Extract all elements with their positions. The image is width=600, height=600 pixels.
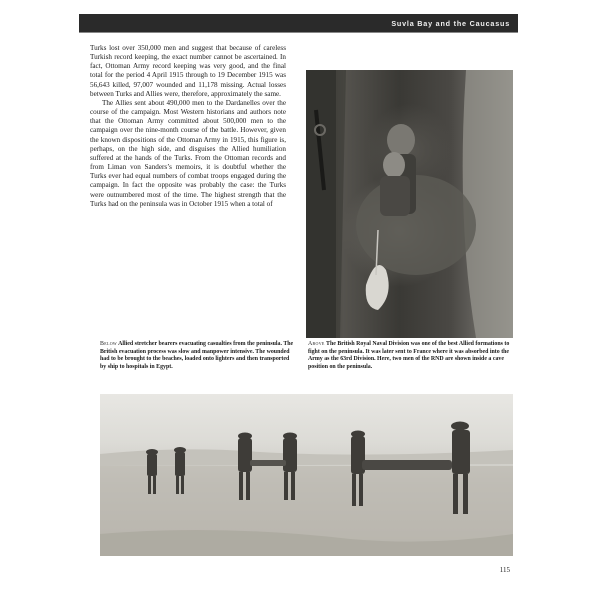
caption-lead: Below bbox=[100, 341, 117, 347]
cave-photo bbox=[306, 70, 513, 338]
cave-photo-illustration bbox=[306, 70, 513, 338]
page-number: 115 bbox=[499, 566, 510, 574]
book-page bbox=[79, 14, 518, 586]
stretcher-bearers-photo bbox=[100, 394, 513, 556]
running-header bbox=[79, 14, 518, 32]
body-paragraph: The Allies sent about 490,000 men to the Dardanelles over the course of the campaign. Most Western historians and authors note that the Ottoman Army committed about 500,000 men to the campaign over the nine-month course of the battle. However, given the known dispositions of the Ottoman Army in 1915, this figure is, perhaps, on the high side, and disguises the Allied humiliation suffered at the hands of the Turks. From the Ottoman records and from Liman von Sanders’s memoirs, it is doubtful whether the Turks ever had equal numbers of combat troops engaged during the campaign. In fact the opposite was probably the case: the Turks were outnumbered most of the time. The highest strength that the Turks had on the peninsula was in October 1915 when a total of bbox=[90, 98, 286, 208]
body-text-column bbox=[90, 44, 286, 209]
header-rule bbox=[79, 32, 518, 33]
stretcher-bearers-illustration bbox=[100, 394, 513, 556]
caption-lead: Above bbox=[308, 341, 325, 347]
body-paragraph: Turks lost over 350,000 men and suggest that because of careless Turkish record keeping, the exact number cannot be ascertained. In fact, Ottoman Army record keeping was very good, and the final total for the period 4 April 1915 through to 19 December 1915 was 56,643 killed, 97,007 wounded and 11,178 missing. Actual losses between Turks and Allies were, therefore, approximately the same. bbox=[90, 44, 286, 98]
running-header-title: Suvla Bay and the Caucasus bbox=[391, 18, 510, 28]
caption-text: Allied stretcher bearers evacuating casualties from the peninsula. The British evacuation process was slow and manpower intensive. The wounded had to be brought to the beaches, loaded onto lighters and then transported by ship to hospitals in Egypt. bbox=[100, 341, 294, 370]
caption-stretcher-bearers bbox=[100, 341, 296, 371]
caption-text: The British Royal Naval Division was one of the best Allied formations to fight on the peninsula. It was later sent to France where it was absorbed into the Army as the 63rd Division. Here, two men of the RND are shown inside a cave position on the peninsula. bbox=[308, 341, 510, 370]
caption-rnd-cave bbox=[308, 341, 513, 371]
